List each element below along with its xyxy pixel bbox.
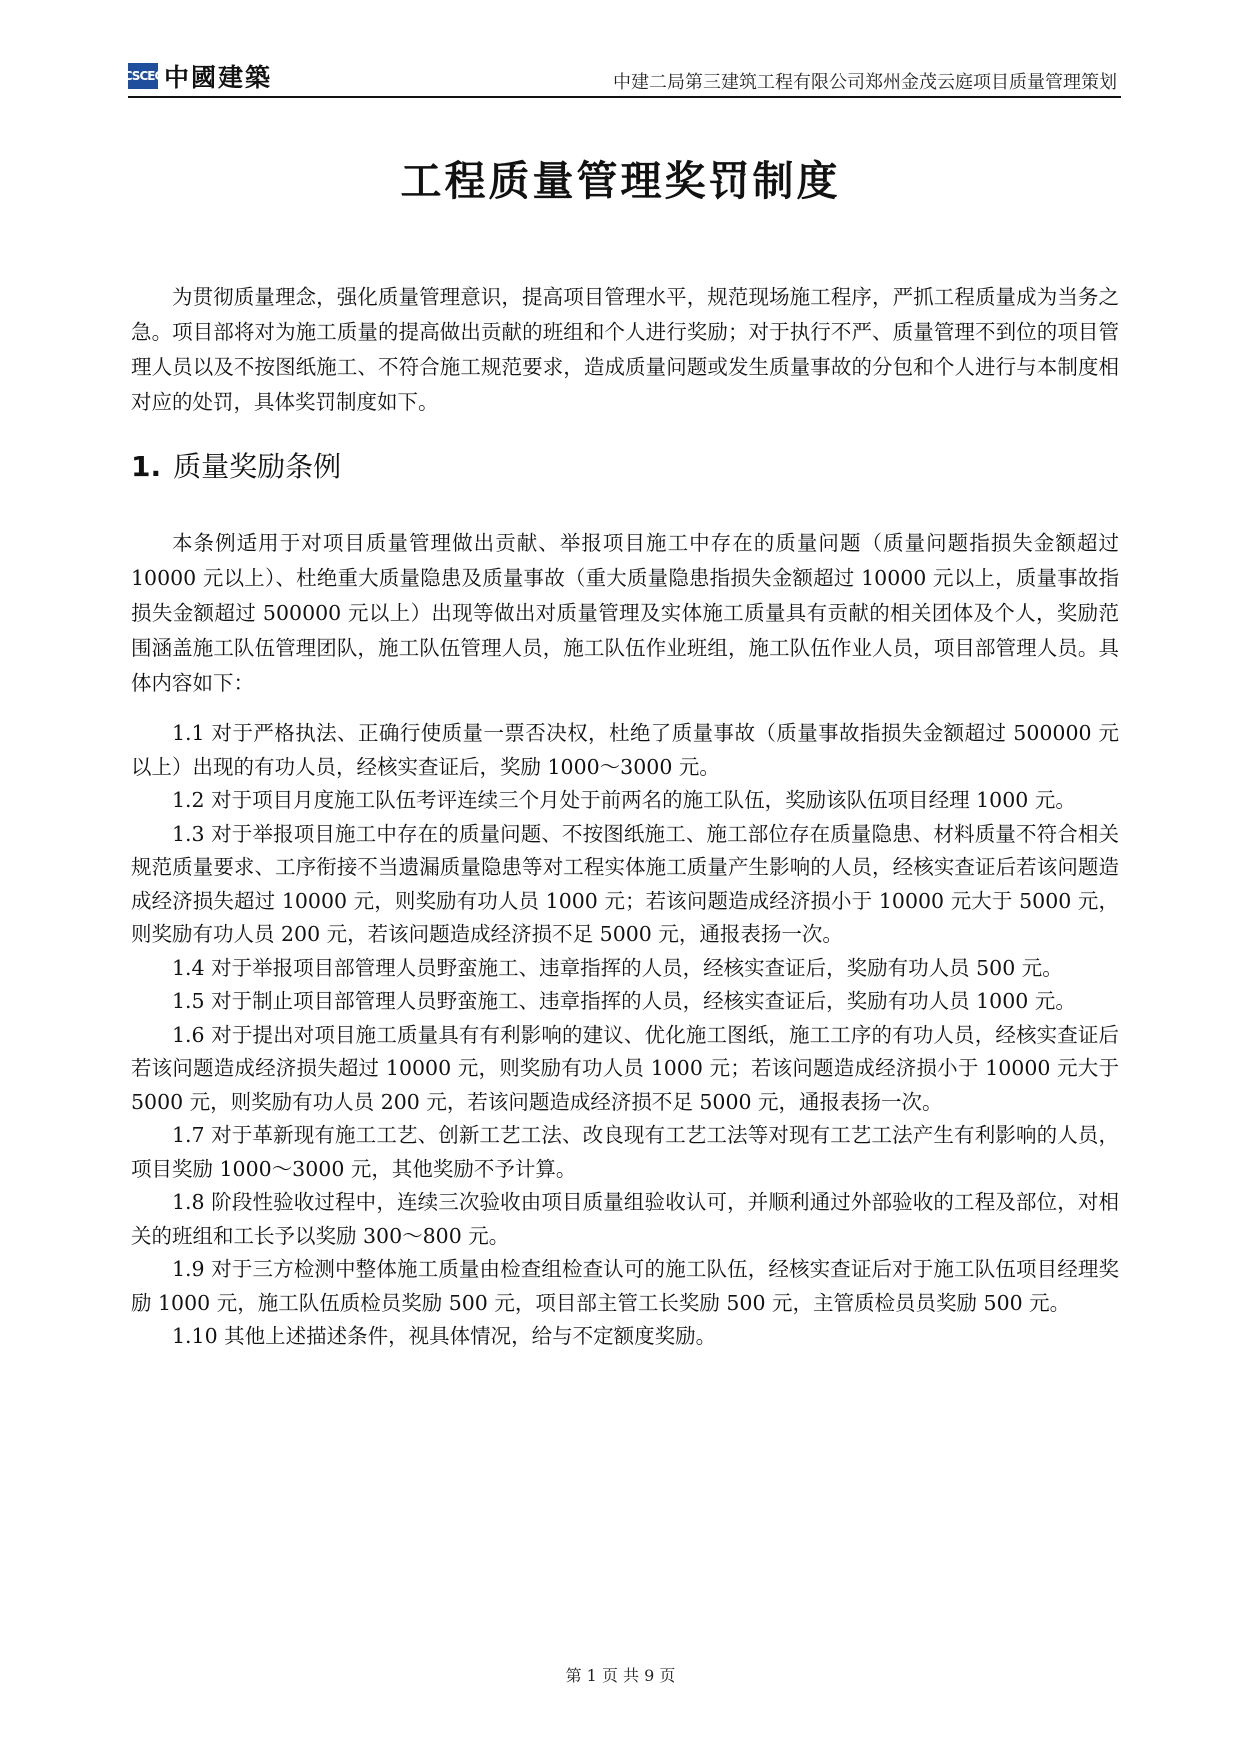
intro-paragraph: 为贯彻质量理念，强化质量管理意识，提高项目管理水平，规范现场施工程序，严抓工程质量成为当务之急。项目部将对为施工质量的提高做出贡献的班组和个人进行奖励；对于执行不严、质量管理不到位的项目管理人员以及不按图纸施工、不符合施工规范要求，造成质量问题或发生质量事故的分包和个人进行与本制度相对应的处罚，具体奖罚制度如下。: [131, 285, 1119, 414]
list-item: 1.3 对于举报项目施工中存在的质量问题、不按图纸施工、施工部位存在质量隐患、材料质量不符合相关规范质量要求、工序衔接不当遗漏质量隐患等对工程实体施工质量产生影响的人员，经核实查证后若该问题造成经济损失超过 10000 元，则奖励有功人员 1000 元；若该问题造成经济损小于 10000 元大于 5000 元，则奖励有功人员 200 元，若该问题造成经济损不足 5000 元，通报表扬一次。: [131, 821, 1119, 946]
list-item: 1.10 其他上述描述条件，视具体情况，给与不定额度奖励。: [172, 1324, 717, 1348]
reward-items-list: [131, 717, 1119, 1354]
page-header: [123, 52, 1121, 98]
list-item: 1.6 对于提出对项目施工质量具有有利影响的建议、优化施工图纸，施工工序的有功人员，经核实查证后若该问题造成经济损失超过 10000 元，则奖励有功人员 1000 元；若该问题造成经济损小于 10000 元大于 5000 元，则奖励有功人员 200 元，若该问题造成经济损不足 5000 元，通报表扬一次。: [131, 1022, 1119, 1114]
list-item: 1.4 对于举报项目部管理人员野蛮施工、违章指挥的人员，经核实查证后，奖励有功人员 500 元。: [172, 955, 1063, 980]
company-logo: [123, 58, 273, 94]
header-title: 中建二局第三建筑工程有限公司郑州金茂云庭项目质量管理策划: [613, 72, 1117, 93]
section-number: 1.: [131, 450, 162, 483]
list-item: 1.8 阶段性验收过程中，连续三次验收由项目质量组验收认可，并顺利通过外部验收的工程及部位，对相关的班组和工长予以奖励 300～800 元。: [131, 1190, 1119, 1248]
section-heading: [131, 445, 341, 485]
cscec-logo-icon: CSCEC: [128, 63, 158, 89]
list-item: 1.1 对于严格执法、正确行使质量一票否决权，杜绝了质量事故（质量事故指损失金额超过 500000 元以上）出现的有功人员，经核实查证后，奖励 1000～3000 元。: [131, 721, 1119, 779]
list-item: 1.9 对于三方检测中整体施工质量由检查组检查认可的施工队伍，经核实查证后对于施工队伍项目经理奖励 1000 元，施工队伍质检员奖励 500 元，项目部主管工长奖励 500 元，主管质检员员奖励 500 元。: [131, 1257, 1119, 1315]
list-item: 1.7 对于革新现有施工工艺、创新工艺工法、改良现有工艺工法等对现有工艺工法产生有利影响的人员，项目奖励 1000～3000 元，其他奖励不予计算。: [131, 1123, 1119, 1181]
page-number: 第 1 页 共 9 页: [565, 1666, 676, 1685]
list-item: 1.5 对于制止项目部管理人员野蛮施工、违章指挥的人员，经核实查证后，奖励有功人员 1000 元。: [172, 989, 1076, 1013]
section-title: 质量奖励条例: [173, 450, 342, 483]
logo-text: 中國建築: [164, 63, 273, 92]
list-item: 1.2 对于项目月度施工队伍考评连续三个月处于前两名的施工队伍，奖励该队伍项目经理 1000 元。: [172, 788, 1076, 812]
document-title: 工程质量管理奖罚制度: [400, 157, 841, 205]
scope-paragraph: 本条例适用于对项目质量管理做出贡献、举报项目施工中存在的质量问题（质量问题指损失金额超过 10000 元以上）、杜绝重大质量隐患及质量事故（重大质量隐患指损失金额超过 10000 元以上，质量事故指损失金额超过 500000 元以上）出现等做出对质量管理及实体施工质量具有贡献的相关团体及个人，奖励范围涵盖施工队伍管理团队，施工队伍管理人员，施工队伍作业班组，施工队伍作业人员，项目部管理人员。具体内容如下：: [131, 531, 1119, 695]
